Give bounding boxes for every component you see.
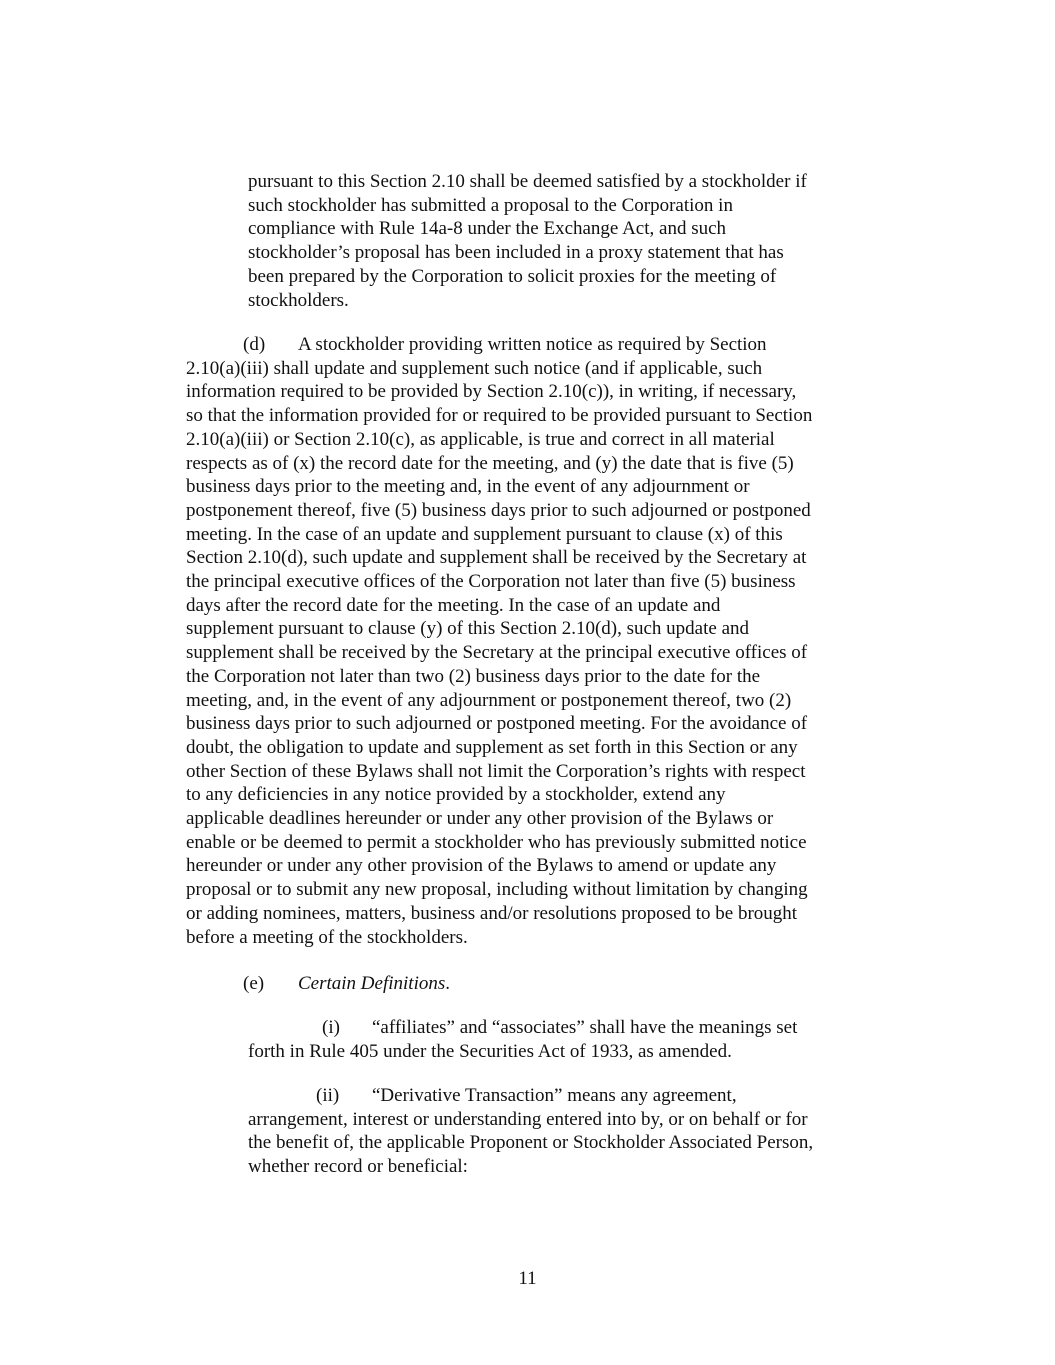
text-line: arrangement, interest or understanding entered into by, or on behalf or for <box>248 1108 808 1130</box>
text-line: information required to be provided by Section 2.10(c)), in writing, if necessary, <box>186 381 797 403</box>
paragraph-number: (d) <box>243 334 266 355</box>
text-line: whether record or beneficial: <box>248 1156 468 1178</box>
page-number: 11 <box>518 1268 537 1289</box>
text-line: the benefit of, the applicable Proponent or Stockholder Associated Person, <box>248 1132 814 1154</box>
paragraph-continuation <box>248 170 807 312</box>
text-line: business days prior to such adjourned or postponed meeting. For the avoidance of <box>186 713 808 735</box>
text-line: before a meeting of the stockholders. <box>186 926 468 948</box>
text-line: enable or be deemed to permit a stockholder who has previously submitted notice <box>186 831 807 853</box>
text-line: A stockholder providing written notice as required by Section <box>298 334 767 355</box>
section-e-heading <box>243 972 450 996</box>
text-line: other Section of these Bylaws shall not limit the Corporation’s rights with respect <box>186 760 806 782</box>
text-line: forth in Rule 405 under the Securities Act of 1933, as amended. <box>248 1040 732 1062</box>
text-line: the principal executive offices of the Corporation not later than five (5) business <box>186 571 796 593</box>
text-line: stockholders. <box>248 289 349 311</box>
text-line: to any deficiencies in any notice provided by a stockholder, extend any <box>186 784 726 806</box>
text-line: meeting. In the case of an update and supplement pursuant to clause (x) of this <box>186 523 783 545</box>
text-line: hereunder or under any other provision of the Bylaws to amend or update any <box>186 855 777 877</box>
text-line: pursuant to this Section 2.10 shall be deemed satisfied by a stockholder if <box>248 171 807 192</box>
text-line: “Derivative Transaction” means any agreement, <box>372 1085 737 1106</box>
text-line: 2.10(a)(iii) or Section 2.10(c), as applicable, is true and correct in all material <box>186 428 775 450</box>
text-line: or adding nominees, matters, business and/or resolutions proposed to be brought <box>186 902 798 924</box>
paragraph-number: (e) <box>243 973 265 994</box>
paragraph-d <box>186 333 812 949</box>
text-line: so that the information provided for or required to be provided pursuant to Section <box>186 405 813 427</box>
definition-i <box>248 1016 797 1063</box>
text-line: 2.10(a)(iii) shall update and supplement such notice (and if applicable, such <box>186 357 763 379</box>
text-line: supplement pursuant to clause (y) of this Section 2.10(d), such update and <box>186 618 750 640</box>
text-line: respects as of (x) the record date for the meeting, and (y) the date that is five (5) <box>186 452 794 474</box>
text-line: Section 2.10(d), such update and supplement shall be received by the Secretary at <box>186 547 807 569</box>
text-line: supplement shall be received by the Secretary at the principal executive offices of <box>186 642 808 664</box>
paragraph-number: (ii) <box>316 1085 340 1106</box>
paragraph-number: (i) <box>322 1017 340 1038</box>
text-line: compliance with Rule 14a-8 under the Exchange Act, and such <box>248 218 727 240</box>
definition-ii-first-line <box>248 1084 813 1108</box>
text-line: such stockholder has submitted a proposal to the Corporation in <box>248 194 733 216</box>
heading-period: . <box>445 973 450 994</box>
text-line: “affiliates” and “associates” shall have the meanings set <box>372 1017 798 1038</box>
text-line: applicable deadlines hereunder or under any other provision of the Bylaws or <box>186 808 774 830</box>
definition-ii <box>248 1084 813 1179</box>
text-line: postponement thereof, five (5) business days prior to such adjourned or postponed <box>186 499 811 521</box>
section-title: Certain Definitions <box>298 973 446 994</box>
definition-i-first-line <box>248 1016 797 1040</box>
text-line: proposal or to submit any new proposal, including without limitation by changing <box>186 879 808 901</box>
text-line: been prepared by the Corporation to solicit proxies for the meeting of <box>248 265 777 287</box>
text-line: days after the record date for the meeting. In the case of an update and <box>186 594 721 616</box>
text-line: meeting, and, in the event of any adjournment or postponement thereof, two (2) <box>186 689 792 711</box>
text-line: stockholder’s proposal has been included in a proxy statement that has <box>248 242 784 264</box>
paragraph-d-first-line <box>186 333 812 357</box>
text-line: the Corporation not later than two (2) business days prior to the date for the <box>186 665 761 687</box>
text-line: business days prior to the meeting and, in the event of any adjournment or <box>186 476 750 498</box>
text-line: doubt, the obligation to update and supplement as set forth in this Section or any <box>186 736 798 758</box>
